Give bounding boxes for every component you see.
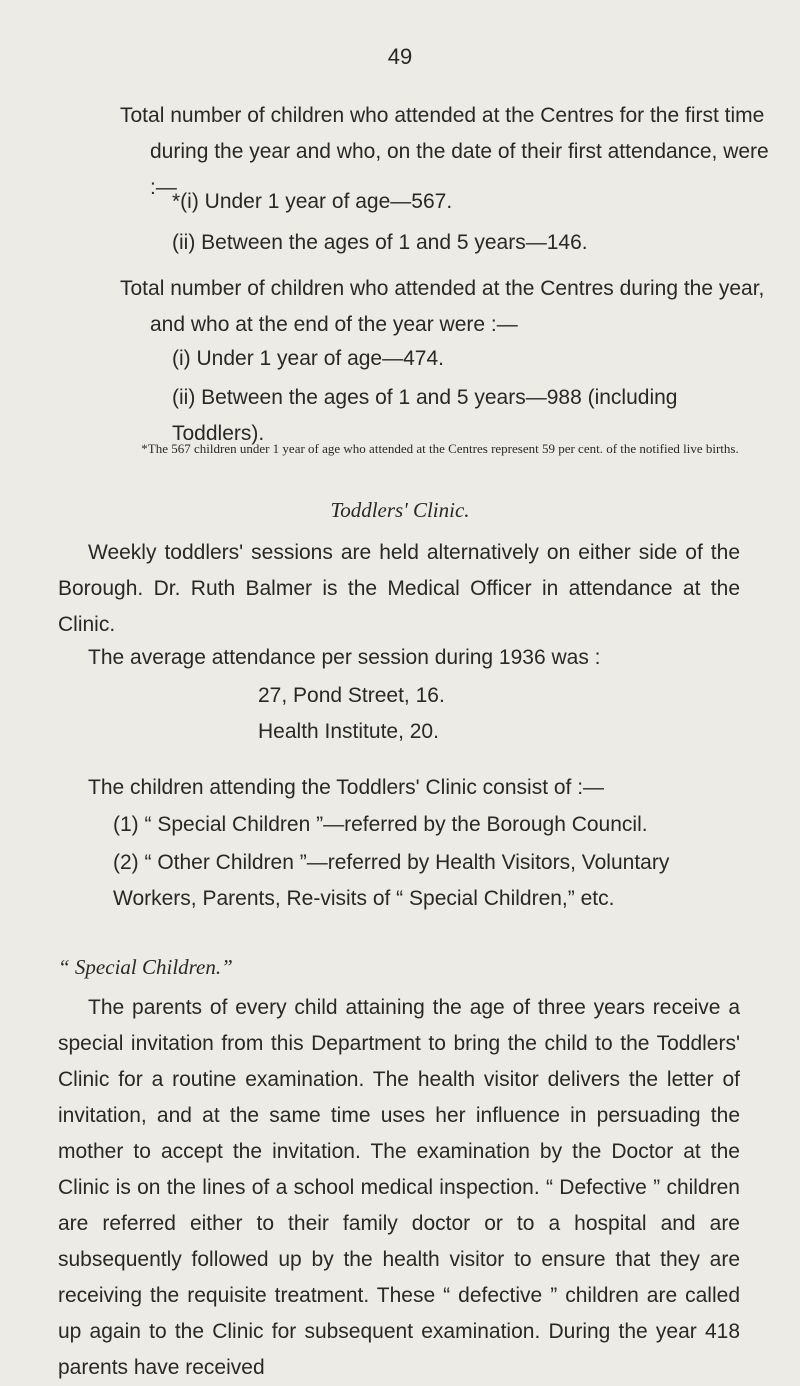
section1-intro: Total number of children who attended at the Centres for the first time during the year and who, on the date of their first attendance, were :— [120, 104, 769, 199]
toddlers-item-1: (1) “ Special Children ”—referred by the Borough Council. [113, 813, 648, 836]
footnote: *The 567 children under 1 year of age who attended at the Centres represent 59 per cent. of the notified live births. [141, 441, 739, 456]
section1-item-ii: (ii) Between the ages of 1 and 5 years—146. [172, 231, 588, 254]
page-number: 49 [387, 44, 413, 69]
special-children-paragraph: The parents of every child attaining the age of three years receive a special invitation from this Department to bring the child to the Toddlers' Clinic for a routine examination. The health visitor delivers the letter of invitation, and at the same time uses her influence in persuading the mother to accept the invitation. The examination by the Doctor at the Clinic is on the lines of a school medical inspection. “ Defective ” children are referred either to their family doctor or to a hospital and are subsequently followed up by the health visitor to ensure that they are receiving the requisite treatment. These “ defective ” children are called up again to the Clinic for subsequent examination. During the year 418 parents have received [58, 996, 740, 1379]
venue-pond-street: 27, Pond Street, 16. [258, 684, 445, 707]
toddlers-paragraph-3: The children attending the Toddlers' Clinic consist of :— [88, 776, 605, 799]
toddlers-item-2: (2) “ Other Children ”—referred by Health Visitors, Voluntary Workers, Parents, Re-visits of “ Special Children,” etc. [113, 851, 670, 910]
special-children-heading: “ Special Children.” [58, 955, 233, 979]
toddlers-paragraph-2: The average attendance per session during 1936 was : [88, 646, 601, 669]
section1-item-i: *(i) Under 1 year of age—567. [172, 190, 453, 213]
venue-health-institute: Health Institute, 20. [258, 720, 439, 743]
toddlers-heading: Toddlers' Clinic. [330, 498, 470, 522]
section2-item-ii: (ii) Between the ages of 1 and 5 years—988 (including Toddlers). [172, 386, 678, 445]
section2-intro: Total number of children who attended at the Centres during the year, and who at the end of the year were :— [120, 277, 765, 336]
toddlers-paragraph-1: Weekly toddlers' sessions are held alternatively on either side of the Borough. Dr. Ruth Balmer is the Medical Officer in attendance at the Clinic. [58, 541, 740, 636]
section2-item-i: (i) Under 1 year of age—474. [172, 347, 444, 370]
